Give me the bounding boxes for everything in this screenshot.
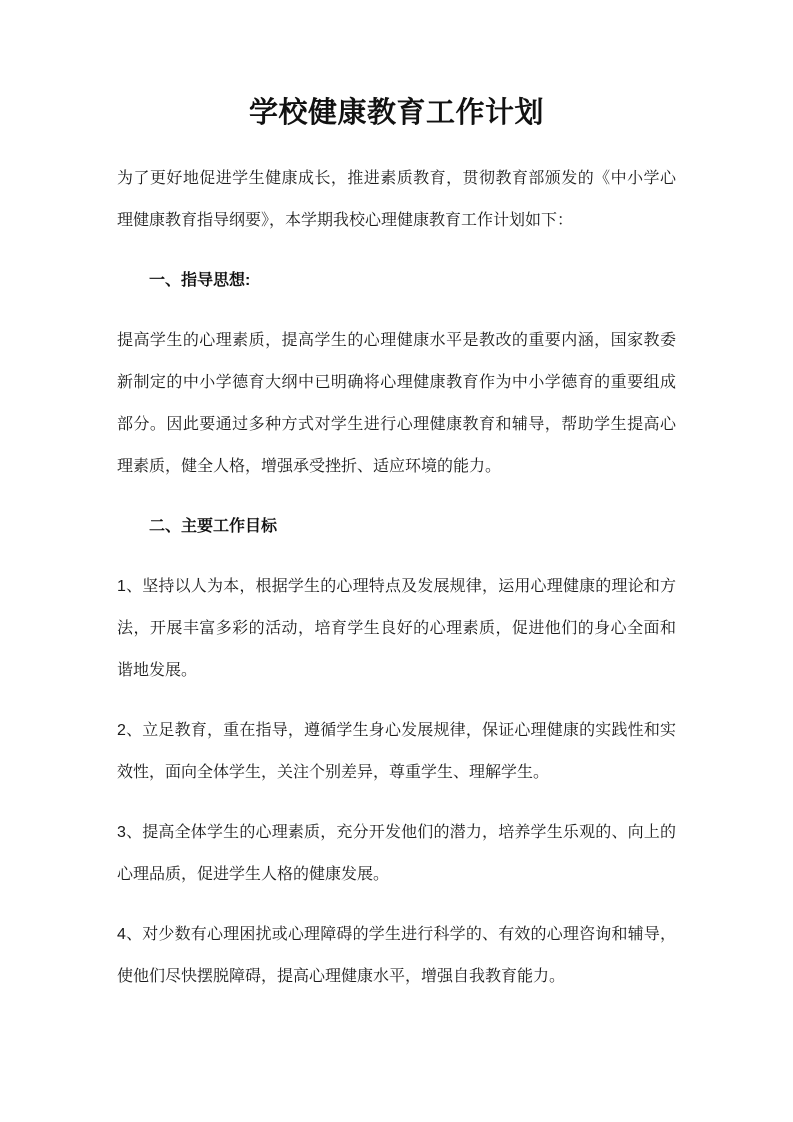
goal-item-1: 1、坚持以人为本，根据学生的心理特点及发展规律，运用心理健康的理论和方法，开展丰富多彩的活动，培育学生良好的心理素质，促进他们的身心全面和谐地发展。 (117, 578, 676, 679)
guiding-ideology-paragraph: 提高学生的心理素质，提高学生的心理健康水平是教改的重要内涵，国家教委新制定的中小学德育大纲中已明确将心理健康教育作为中小学德育的重要组成部分。因此要通过多种方式对学生进行心理健康教育和辅导，帮助学生提高心理素质，健全人格，增强承受挫折、适应环境的能力。 (117, 332, 676, 475)
section-heading-main-goals: 二、主要工作目标 (149, 518, 278, 535)
goal-item-4: 4、对少数有心理困扰或心理障碍的学生进行科学的、有效的心理咨询和辅导，使他们尽快摆脱障碍，提高心理健康水平，增强自我教育能力。 (117, 926, 676, 985)
document-title: 学校健康教育工作计划 (248, 97, 544, 129)
goal-item-3: 3、提高全体学生的心理素质，充分开发他们的潜力，培养学生乐观的、向上的心理品质，促进学生人格的健康发展。 (117, 824, 676, 883)
intro-paragraph: 为了更好地促进学生健康成长，推进素质教育，贯彻教育部颁发的《中小学心理健康教育指导纲要》，本学期我校心理健康教育工作计划如下： (117, 170, 676, 229)
goal-item-2: 2、立足教育，重在指导，遵循学生身心发展规律，保证心理健康的实践性和实效性，面向全体学生，关注个别差异，尊重学生、理解学生。 (117, 722, 676, 781)
section-heading-guiding-ideology: 一、指导思想: (149, 272, 251, 289)
